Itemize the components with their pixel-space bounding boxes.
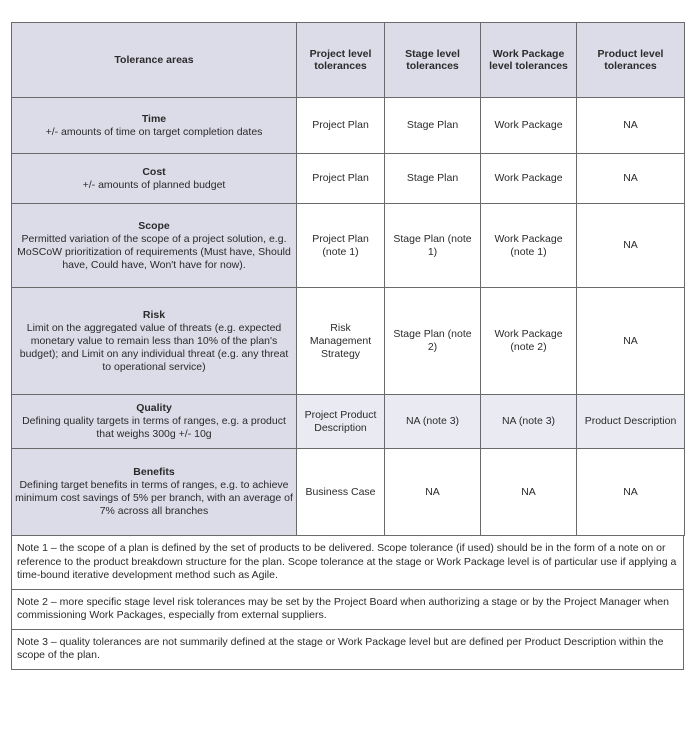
header-stage-level: Stage level tolerances <box>385 23 481 98</box>
cell-product: NA <box>577 288 685 395</box>
header-row <box>12 23 685 98</box>
cell-stage: Stage Plan (note 2) <box>385 288 481 395</box>
row-time-area <box>12 98 297 154</box>
row-description: +/- amounts of planned budget <box>82 178 226 191</box>
note-2: Note 2 – more specific stage level risk tolerances may be set by the Project Board when authorizing a stage or by the Project Manager when commissioning Work Packages, especially from external suppliers. <box>12 589 683 629</box>
row-title: Quality <box>136 402 172 414</box>
table-row <box>12 98 685 154</box>
cell-product: NA <box>577 98 685 154</box>
table-row <box>12 288 685 395</box>
row-title: Scope <box>138 219 170 232</box>
cell-stage: Stage Plan (note 1) <box>385 204 481 288</box>
row-description: Permitted variation of the scope of a project solution, e.g. MoSCoW prioritization of requirements (Must have, Should have, Could have, Won't have for now). <box>17 232 291 271</box>
cell-product: NA <box>577 449 685 536</box>
cell-work-package: Work Package <box>481 154 577 204</box>
cell-stage: NA (note 3) <box>385 395 481 449</box>
cell-work-package: Work Package (note 1) <box>481 204 577 288</box>
row-cost-area <box>12 154 297 204</box>
table-row <box>12 449 685 536</box>
row-title: Time <box>141 112 167 125</box>
table-row <box>12 154 685 204</box>
header-work-package-level: Work Package level tolerances <box>481 23 577 98</box>
cell-work-package: NA <box>481 449 577 536</box>
cell-stage: NA <box>385 449 481 536</box>
cell-product: Product Description <box>577 395 685 449</box>
tolerance-table <box>11 22 685 536</box>
cell-work-package: Work Package <box>481 98 577 154</box>
cell-product: NA <box>577 154 685 204</box>
row-risk-area <box>12 288 297 395</box>
table-row <box>12 204 685 288</box>
notes-section <box>11 536 684 670</box>
cell-project: Business Case <box>297 449 385 536</box>
row-benefits-area <box>12 449 297 536</box>
row-scope-area <box>12 204 297 288</box>
cell-stage: Stage Plan <box>385 98 481 154</box>
cell-stage: Stage Plan <box>385 154 481 204</box>
cell-work-package: Work Package (note 2) <box>481 288 577 395</box>
header-project-level: Project level tolerances <box>297 23 385 98</box>
table-row <box>12 395 685 449</box>
cell-work-package: NA (note 3) <box>481 395 577 449</box>
row-title: Cost <box>142 165 166 178</box>
cell-project: Project Plan <box>297 154 385 204</box>
row-description: +/- amounts of time on target completion dates <box>45 125 263 138</box>
tolerance-table-container <box>11 22 684 670</box>
note-3: Note 3 – quality tolerances are not summarily defined at the stage or Work Package level but are defined per Product Description within the scope of the plan. <box>12 629 683 669</box>
row-title: Benefits <box>133 466 175 478</box>
row-quality-area <box>12 395 297 449</box>
header-product-level: Product level tolerances <box>577 23 685 98</box>
row-title: Risk <box>142 308 166 321</box>
cell-project: Project Product Description <box>297 395 385 449</box>
cell-project: Risk Management Strategy <box>297 288 385 395</box>
row-description: Defining quality targets in terms of ranges, e.g. a product that weighs 300g +/- 10g <box>22 415 286 440</box>
cell-project: Project Plan (note 1) <box>297 204 385 288</box>
cell-product: NA <box>577 204 685 288</box>
note-1: Note 1 – the scope of a plan is defined by the set of products to be delivered. Scope tolerance (if used) should be in the form of a note on or reference to the product breakdown structure for the plan. Scope tolerance at the stage or Work Package level is of particular use if applying a time-bound iterative development method such as Agile. <box>17 542 677 581</box>
row-description: Limit on the aggregated value of threats (e.g. expected monetary value to remain less than 10% of the plan's budget); and Limit on any individual threat (e.g. any threat to operational service) <box>19 321 289 373</box>
row-description: Defining target benefits in terms of ranges, e.g. to achieve minimum cost savings of 5% per branch, with an average of 7% across all branches <box>15 479 293 517</box>
cell-project: Project Plan <box>297 98 385 154</box>
header-tolerance-areas: Tolerance areas <box>12 23 297 98</box>
